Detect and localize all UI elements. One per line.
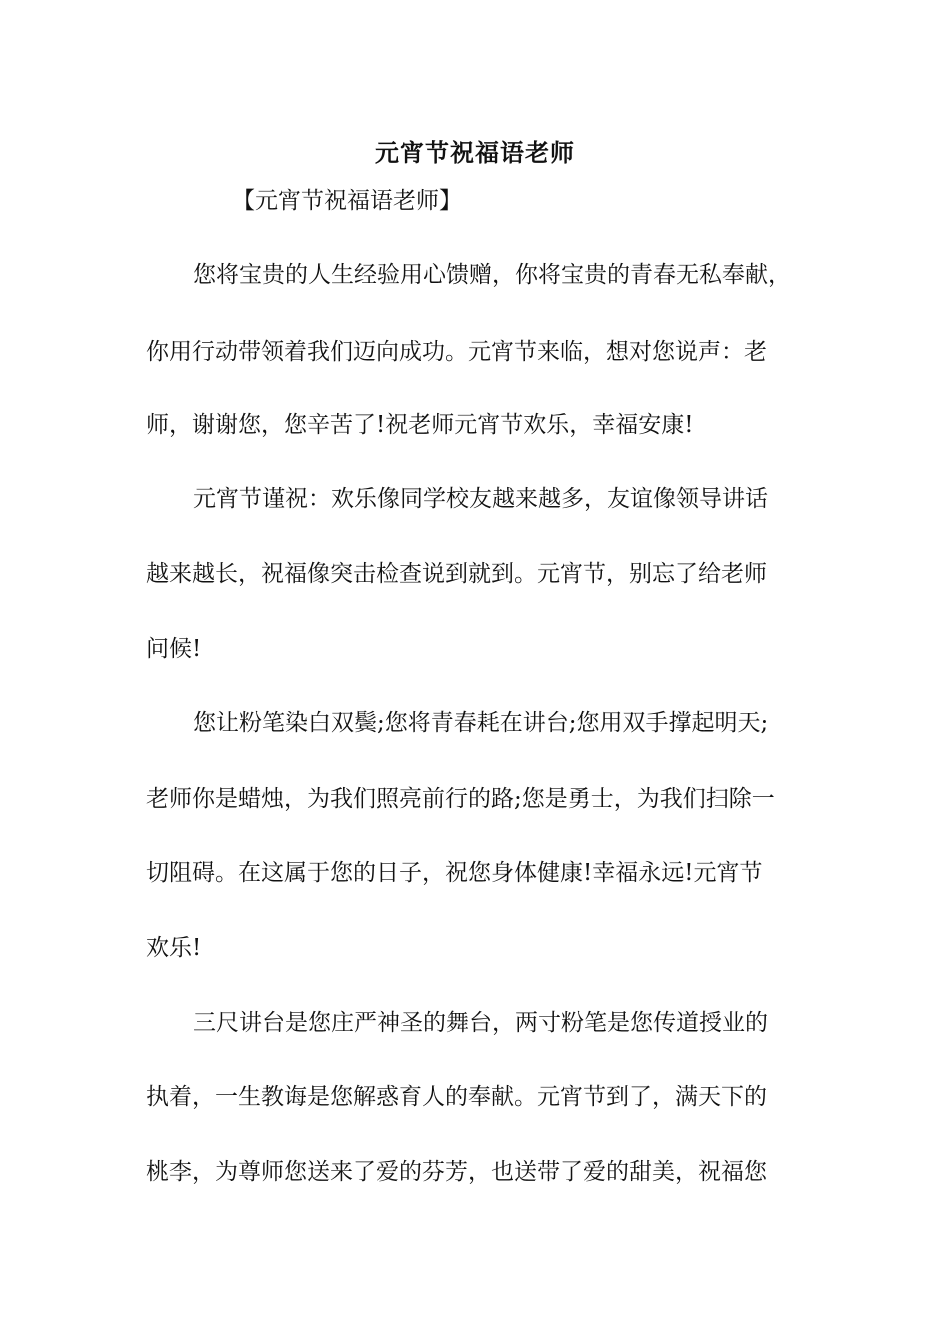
paragraph-3-line-1: 您让粉笔染白双鬓;您将青春耗在讲台;您用双手撑起明天; <box>193 710 769 736</box>
paragraph-2-line-1: 元宵节谨祝：欢乐像同学校友越来越多，友谊像领导讲话 <box>193 486 768 512</box>
paragraph-1-line-2: 你用行动带领着我们迈向成功。元宵节来临，想对您说声：老 <box>146 339 767 365</box>
document-title: 元宵节祝福语老师 <box>375 138 575 167</box>
paragraph-2-line-2: 越来越长，祝福像突击检查说到就到。元宵节，别忘了给老师 <box>146 561 767 587</box>
paragraph-3-line-3: 切阻碍。在这属于您的日子，祝您身体健康!幸福永远!元宵节 <box>146 860 763 886</box>
paragraph-1-line-3: 师，谢谢您，您辛苦了!祝老师元宵节欢乐，幸福安康! <box>146 412 694 438</box>
paragraph-3-line-2: 老师你是蜡烛，为我们照亮前行的路;您是勇士，为我们扫除一 <box>146 786 775 812</box>
paragraph-2-line-3: 问候! <box>146 636 202 662</box>
paragraph-4-line-1: 三尺讲台是您庄严神圣的舞台，两寸粉笔是您传道授业的 <box>193 1010 768 1036</box>
paragraph-4-line-2: 执着，一生教诲是您解惑育人的奉献。元宵节到了，满天下的 <box>146 1084 767 1110</box>
document-subtitle: 【元宵节祝福语老师】 <box>232 188 462 214</box>
paragraph-4-line-3: 桃李，为尊师您送来了爱的芬芳，也送带了爱的甜美，祝福您 <box>146 1159 767 1185</box>
paragraph-1-line-1: 您将宝贵的人生经验用心馈赠，你将宝贵的青春无私奉献， <box>193 262 791 288</box>
paragraph-3-line-4: 欢乐! <box>146 935 202 961</box>
